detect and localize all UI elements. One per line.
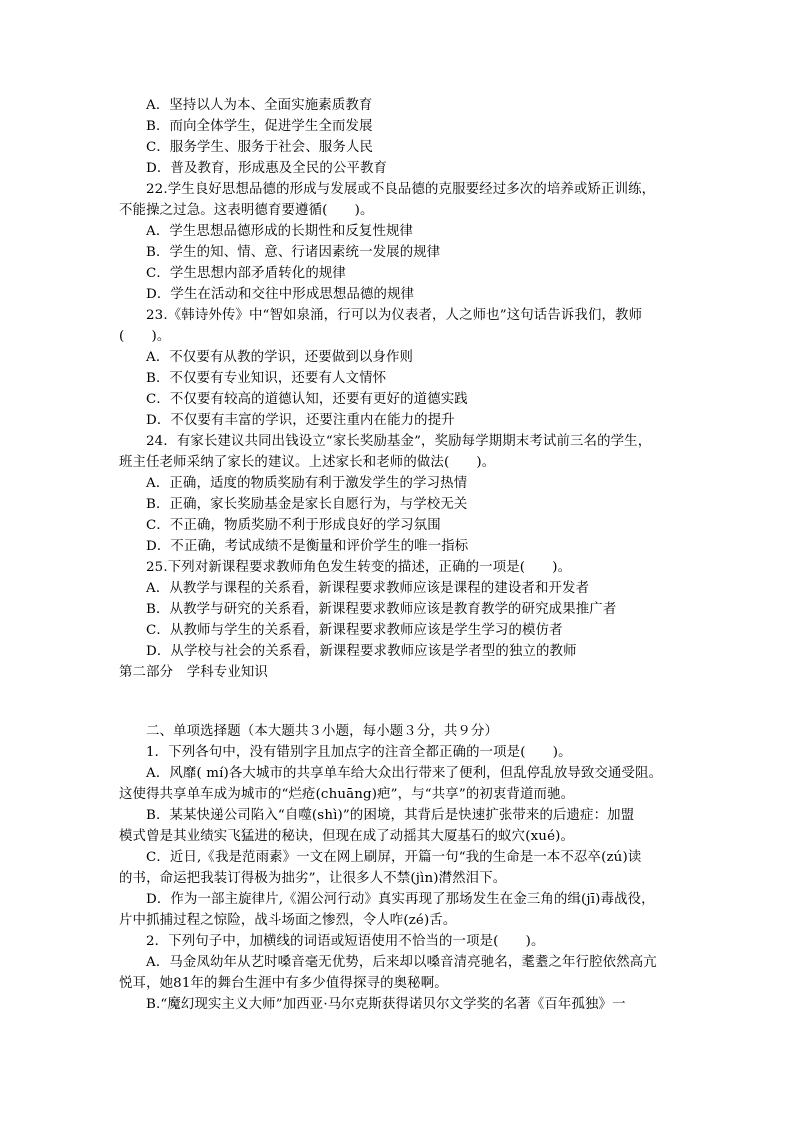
option-b: B．学生的知、情、意、行诸因素统一发展的规律 [146,245,441,260]
option-c: C．不正确，物质奖励不利于形成良好的学习氛围 [146,518,441,533]
question-23-cont: ( )。 [119,329,171,344]
option-a: A．学生思想品德形成的长期性和反复性规律 [146,224,414,239]
option-b-cont: 模式曾是其业绩实飞猛进的秘诀，但现在成了动摇其大厦基石的蚁穴(xué)。 [119,829,575,844]
question-1: 1．下列各句中，没有错别字且加点字的注音全都正确的一项是( )。 [146,745,572,760]
option-a: A．正确，适度的物质奖励有利于激发学生的学习热情 [146,476,468,491]
option-c: C．服务学生、服务于社会、服务人民 [146,140,374,155]
section-heading: 第二部分 学科专业知识 [119,665,268,680]
option-d: D．学生在活动和交往中形成思想品德的规律 [146,287,415,302]
option-b: B．正确，家长奖励基金是家长自愿行为，与学校无关 [146,497,468,512]
option-a: A．马金凤幼年从艺时嗓音毫无优势，后来却以嗓音清亮驰名，耄耋之年行腔依然高亢 [146,955,657,970]
option-b: B.“魔幻现实主义大师”加西亚·马尔克斯获得诺贝尔文学奖的名著《百年孤独》一 [146,997,626,1012]
option-a-cont: 这使得共享单车成为城市的“烂疮(chuāng)疤”，与“共享”的初衷背道而驰。 [119,787,575,802]
option-b: B．不仅要有专业知识，还要有人文情怀 [146,371,387,386]
option-b: B．某某快递公司陷入“自噬(shì)”的困境，其背后是快速扩张带来的后遗症：加盟 [146,808,635,823]
option-c: C．从教师与学生的关系看，新课程要求教师应该是学生学习的模仿者 [146,623,563,638]
option-c: C．不仅要有较高的道德认知，还要有更好的道德实践 [146,392,468,407]
option-d: D．不正确，考试成绩不是衡量和评价学生的唯一指标 [146,539,469,554]
option-a: A．从教学与课程的关系看，新课程要求教师应该是课程的建设者和开发者 [146,581,590,596]
option-b: B．从教学与研究的关系看，新课程要求教师应该是教育教学的研究成果推广者 [146,602,617,617]
option-a-cont: 悦耳，她81年的舞台生涯中有多少值得探寻的奥秘啊。 [119,976,448,991]
question-23: 23.《韩诗外传》中“智如泉涌，行可以为仪表者，人之师也”这句话告诉我们，教师 [146,308,643,323]
option-d: D．不仅要有丰富的学识，还要注重内在能力的提升 [146,413,455,428]
question-2: 2．下列句子中，加横线的词语或短语使用不恰当的一项是( )。 [146,934,545,949]
question-22-cont: 不能操之过急。这表明德育要遵循( )。 [119,203,374,218]
option-c-cont: 的书，命运把我装订得极为拙劣”，让很多人不禁(jìn)潸然泪下。 [119,871,507,886]
option-a: A．风靡( mí)各大城市的共享单车给大众出行带来了便利，但乱停乱放导致交通受阻。 [146,766,663,781]
option-d-cont: 片中抓捕过程之惊险，战斗场面之惨烈，令人咋(zé)舌。 [119,913,457,928]
question-22: 22.学生良好思想品德的形成与发展或不良品德的克服要经过多次的培养或矫正训练， [146,182,656,197]
option-d: D．作为一部主旋律片,《湄公河行动》真实再现了那场发生在金三角的缉(jī)毒战役， [146,892,655,907]
section-title: 二、单项选择题（本大题共３小题，每小题３分，共９分） [146,724,499,739]
question-25: 25.下列对新课程要求教师角色发生转变的描述，正确的一项是( )。 [146,560,572,575]
question-24-cont: 班主任老师采纳了家长的建议。上述家长和老师的做法( )。 [119,455,496,470]
option-d: D．普及教育，形成惠及全民的公平教育 [146,161,388,176]
option-c: C．学生思想内部矛盾转化的规律 [146,266,346,281]
question-24: 24．有家长建议共同出钱设立“家长奖励基金”，奖励每学期期末考试前三名的学生， [146,434,652,449]
option-a: A．不仅要有从教的学识，还要做到以身作则 [146,350,414,365]
option-c: C．近日,《我是范雨素》一文在网上刷屏，开篇一句“我的生命是一本不忍卒(zú)读 [146,850,642,865]
option-a: A．坚持以人为本、全面实施素质教育 [146,98,373,113]
option-d: D．从学校与社会的关系看，新课程要求教师应该是学者型的独立的教师 [146,644,577,659]
option-b: B．而向全体学生，促进学生全而发展 [146,119,373,134]
